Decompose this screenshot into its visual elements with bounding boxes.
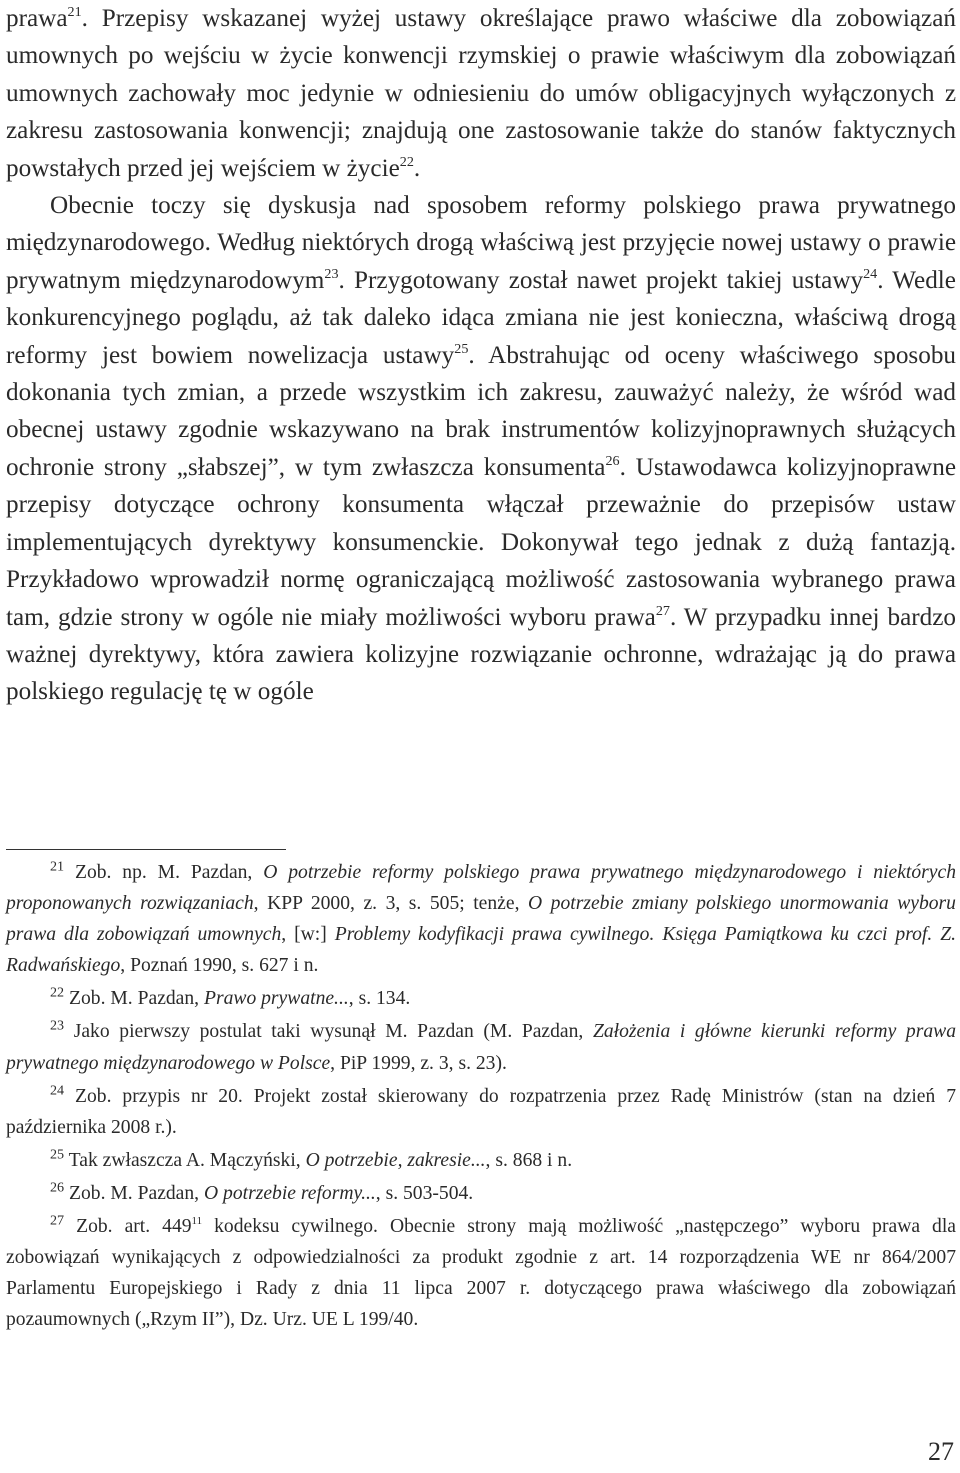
footnote-22 (6, 983, 956, 1014)
footnotes (6, 857, 956, 1335)
footnote-21 (6, 857, 956, 981)
text-run: Obecnie toczy się dyskusja nad sposobem reformy polskiego prawa prywatnego międzynarodowego. Według niektórych drogą właściwą jest przyjęcie nowej ustawy o prawie prywatnym międzynarodowym (6, 192, 956, 294)
paragraph-1 (6, 0, 956, 187)
cited-title: Problemy kodyfikacji prawa cywilnego. Księga Pamiątkowa ku czci prof. Z. Radwańskiego (6, 924, 956, 977)
text-run: . Abstrahując od oceny właściwego sposobu dokonania tych zmian, a przede wszystkim ich zakresu, zauważyć należy, że wśród wad obecnej ustawy zgodnie wskazywano na brak instrumentów kolizyjnoprawnych służących ochronie strony „słabszej”, w tym zwłaszcza konsumenta (6, 341, 957, 481)
text-run: Zob. przypis nr 20. Projekt został skierowany do rozpatrzenia przez Radę Ministrów (stan na dzień 7 października 2008 r.). (6, 1085, 957, 1138)
text-run: , PiP 1999, z. 3, s. 23). (330, 1052, 507, 1074)
footnote-number: 22 (50, 984, 65, 1001)
footnote-25 (6, 1145, 956, 1176)
text-run: Jako pierwszy postulat taki wysunął M. Pazdan (M. Pazdan, (73, 1021, 593, 1043)
footnote-number: 24 (50, 1081, 65, 1098)
footnote-ref[interactable]: 24 (863, 265, 878, 282)
text-run: , s. 134. (348, 988, 411, 1010)
text-run: Zob. art. 449 (76, 1216, 192, 1238)
text-run: . Przepisy wskazanej wyżej ustawy określające prawo właściwe dla zobowiązań umownych po wejściu w życie konwencji rzymskiej o prawie właściwym dla zobowiązań umownych zachowały moc jedynie w odniesieniu do umów obligacyjnych wyłączonych z zakresu zastosowania konwencji; znajdują one zastosowanie także do stanów faktycznych powstałych przed jej wejściem w życie (6, 5, 956, 182)
footnote-number: 23 (50, 1017, 65, 1034)
footnote-separator (6, 849, 286, 850)
footnote-ref[interactable]: 26 (605, 452, 620, 469)
footnote-ref[interactable]: 23 (324, 265, 339, 282)
footnote-number: 26 (50, 1179, 65, 1196)
text-run: . Ustawodawca kolizyjnoprawne przepisy dotyczące ochrony konsumenta włączał przeważnie do przepisów ustaw implementujących dyrektywy konsumenckie. Dokonywał tego jednak z dużą fantazją. Przykładowo wprowadził normę ograniczającą możliwość zastosowania wybranego prawa tam, gdzie strony w ogóle nie miały możliwości wyboru prawa (6, 453, 957, 631)
footnote-ref[interactable]: 27 (655, 602, 670, 619)
paragraph-2 (6, 187, 956, 711)
footnote-number: 21 (50, 858, 65, 875)
text-run: Zob. M. Pazdan, (69, 988, 204, 1010)
footnote-ref[interactable]: 25 (454, 340, 469, 357)
footnote-ref[interactable]: 22 (399, 153, 414, 170)
text-run: Zob. M. Pazdan, (69, 1182, 204, 1204)
footnote-number: 27 (50, 1212, 65, 1229)
text-run: , Poznań 1990, s. 627 i n. (120, 955, 319, 977)
footnote-number: 25 (50, 1146, 65, 1163)
main-text (6, 0, 956, 711)
cited-title: O potrzebie zmiany polskiego unormowania wyboru prawa dla zobowiązań umownych (6, 893, 956, 946)
footnote-26 (6, 1178, 956, 1209)
cited-title: O potrzebie reformy polskiego prawa prywatnego międzynarodowego i niektórych proponowanych rozwiązaniach (6, 862, 956, 915)
article-superscript: 11 (191, 1215, 203, 1228)
text-run: . Przygotowany został nawet projekt takiej ustawy (338, 266, 864, 294)
text-run: , s. 503-504. (375, 1182, 474, 1204)
text-run: , KPP 2000, z. 3, s. 505; tenże, (253, 893, 528, 915)
text-run: . W przypadku innej bardzo ważnej dyrektywy, która zawiera kolizyjne rozwiązanie ochronne, wdrażając ją do prawa polskiego regulację tę w ogóle (6, 603, 957, 706)
cited-title: O potrzebie reformy... (203, 1182, 376, 1204)
footnote-27 (6, 1211, 956, 1335)
page-number: 27 (928, 1437, 954, 1466)
cited-title: Założenia i główne kierunki reformy prawa prywatnego międzynarodowego w Polsce (6, 1021, 956, 1074)
text-run: . (413, 154, 421, 182)
text-run: , [w:] (281, 924, 335, 946)
text-run: . Wedle konkurencyjnego poglądu, aż tak daleko idąca zmiana nie jest konieczna, właściwą drogą reformy jest bowiem nowelizacja ustawy (6, 266, 956, 369)
cited-title: O potrzebie, zakresie... (305, 1149, 486, 1171)
text-run: , s. 868 i n. (485, 1149, 573, 1171)
text-run: Tak zwłaszcza A. Mączyński, (68, 1149, 306, 1171)
footnote-ref[interactable]: 21 (67, 3, 82, 20)
footnote-24 (6, 1081, 956, 1143)
cited-title: Prawo prywatne... (203, 988, 349, 1010)
text-run: Zob. np. M. Pazdan, (74, 862, 264, 883)
text-run: prawa (6, 5, 68, 32)
text-run: kodeksu cywilnego. Obecnie strony mają możliwość „następczego” wyboru prawa dla zobowiązań wynikających z odpowiedzialności za produkt zgodnie z art. 14 rozporządzenia WE nr 864/2007 Parlamentu Europejskiego i Rady z dnia 11 lipca 2007 r. dotyczącego prawa właściwego dla zobowiązań pozaumownych („Rzym II”), Dz. Urz. UE L 199/40. (6, 1216, 956, 1331)
footnote-23 (6, 1016, 956, 1078)
